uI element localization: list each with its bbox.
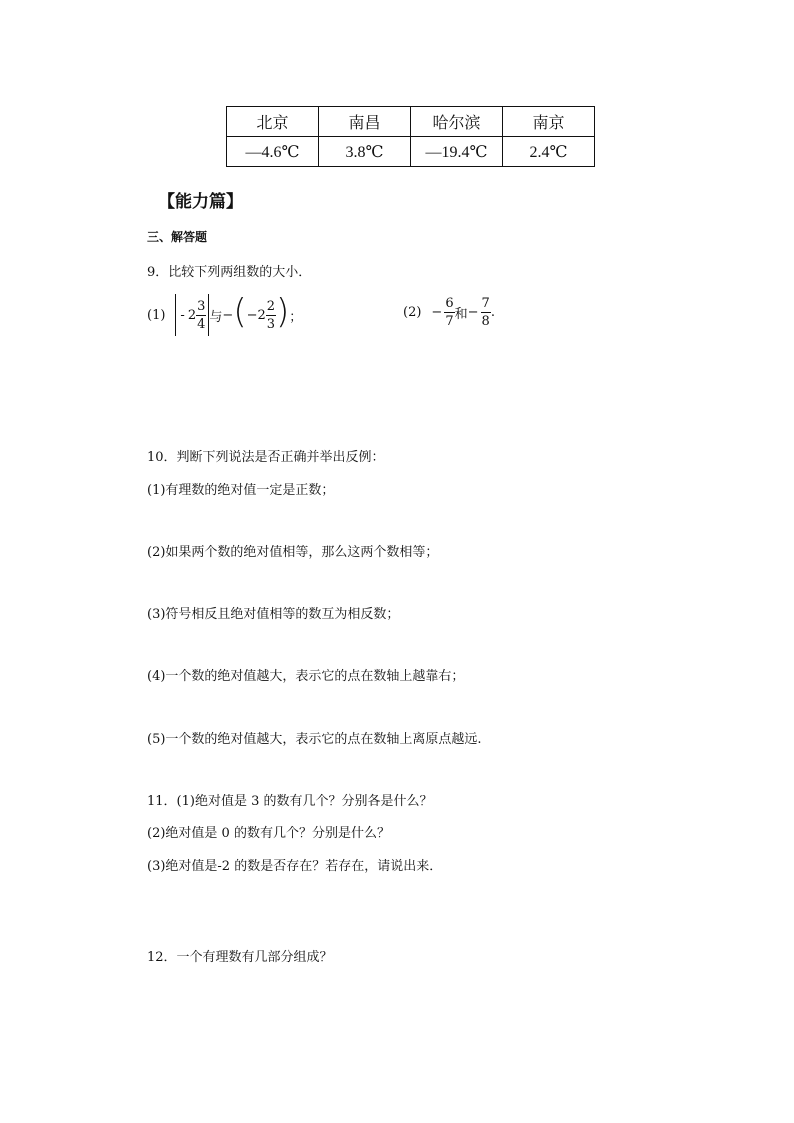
part-label: (2) — [403, 305, 422, 320]
right-paren: ) — [276, 292, 290, 332]
denominator: 3 — [266, 316, 276, 332]
connector-word: 和 — [454, 307, 468, 322]
table-cell: —4.6℃ — [227, 137, 319, 167]
left-paren: ( — [233, 292, 247, 332]
numerator: 6 — [445, 296, 454, 311]
question-10-item: (2)如果两个数的绝对值相等，那么这两个数相等； — [147, 545, 439, 560]
table-cell: 3.8℃ — [319, 137, 411, 167]
subsection-title: 三、解答题 — [147, 230, 208, 244]
numerator: 3 — [197, 298, 206, 314]
mixed-whole: −2 — [246, 307, 266, 323]
denominator: 4 — [197, 316, 206, 332]
table-header-cell: 南京 — [503, 107, 595, 137]
question-9-part-1 — [147, 294, 302, 336]
denominator: 7 — [445, 314, 454, 329]
question-10-item: (1)有理数的绝对值一定是正数； — [147, 483, 335, 498]
table-cell: —19.4℃ — [411, 137, 503, 167]
fraction — [266, 300, 276, 331]
numerator: 7 — [481, 296, 490, 311]
table-cell: 2.4℃ — [503, 137, 595, 167]
question-12-stem: 12．一个有理数有几部分组成？ — [147, 950, 333, 965]
part-label: (1) — [147, 307, 166, 323]
minus-sign: − — [467, 305, 479, 320]
section-title: 【能力篇】 — [158, 192, 243, 212]
table-row — [227, 137, 595, 167]
mixed-whole: 2 — [187, 307, 197, 323]
question-9-part-2 — [403, 297, 495, 328]
punctuation: ； — [289, 309, 303, 325]
table-header-cell: 哈尔滨 — [411, 107, 503, 137]
minus-sign: - — [180, 307, 185, 323]
fraction — [444, 297, 454, 328]
question-10-item: (3)符号相反且绝对值相等的数互为相反数； — [147, 607, 400, 622]
minus-sign: − — [431, 305, 443, 320]
punctuation: . — [490, 305, 495, 320]
table-header-cell: 南昌 — [319, 107, 411, 137]
question-11-item: (3)绝对值是-2 的数是否存在？若存在，请说出来． — [147, 859, 443, 874]
absolute-bar-left — [175, 294, 176, 336]
numerator: 2 — [266, 298, 276, 314]
table-header-row — [227, 107, 595, 137]
question-11-item: 11．(1)绝对值是 3 的数有几个？分别各是什么？ — [147, 794, 433, 809]
table-header-cell: 北京 — [227, 107, 319, 137]
temperature-table — [226, 106, 595, 167]
question-10-item: (5)一个数的绝对值越大，表示它的点在数轴上离原点越远. — [147, 732, 482, 747]
fraction — [196, 300, 206, 331]
denominator: 8 — [481, 314, 490, 329]
question-10-item: (4)一个数的绝对值越大，表示它的点在数轴上越靠右； — [147, 669, 465, 684]
connector-word: 与 — [209, 309, 223, 325]
minus-sign: − — [222, 307, 234, 323]
fraction — [481, 297, 491, 328]
question-11-item: (2)绝对值是 0 的数有几个？分别是什么？ — [147, 826, 390, 841]
question-9-stem: 9．比较下列两组数的大小． — [147, 265, 312, 280]
question-10-stem: 10．判断下列说法是否正确并举出反例： — [147, 450, 385, 465]
